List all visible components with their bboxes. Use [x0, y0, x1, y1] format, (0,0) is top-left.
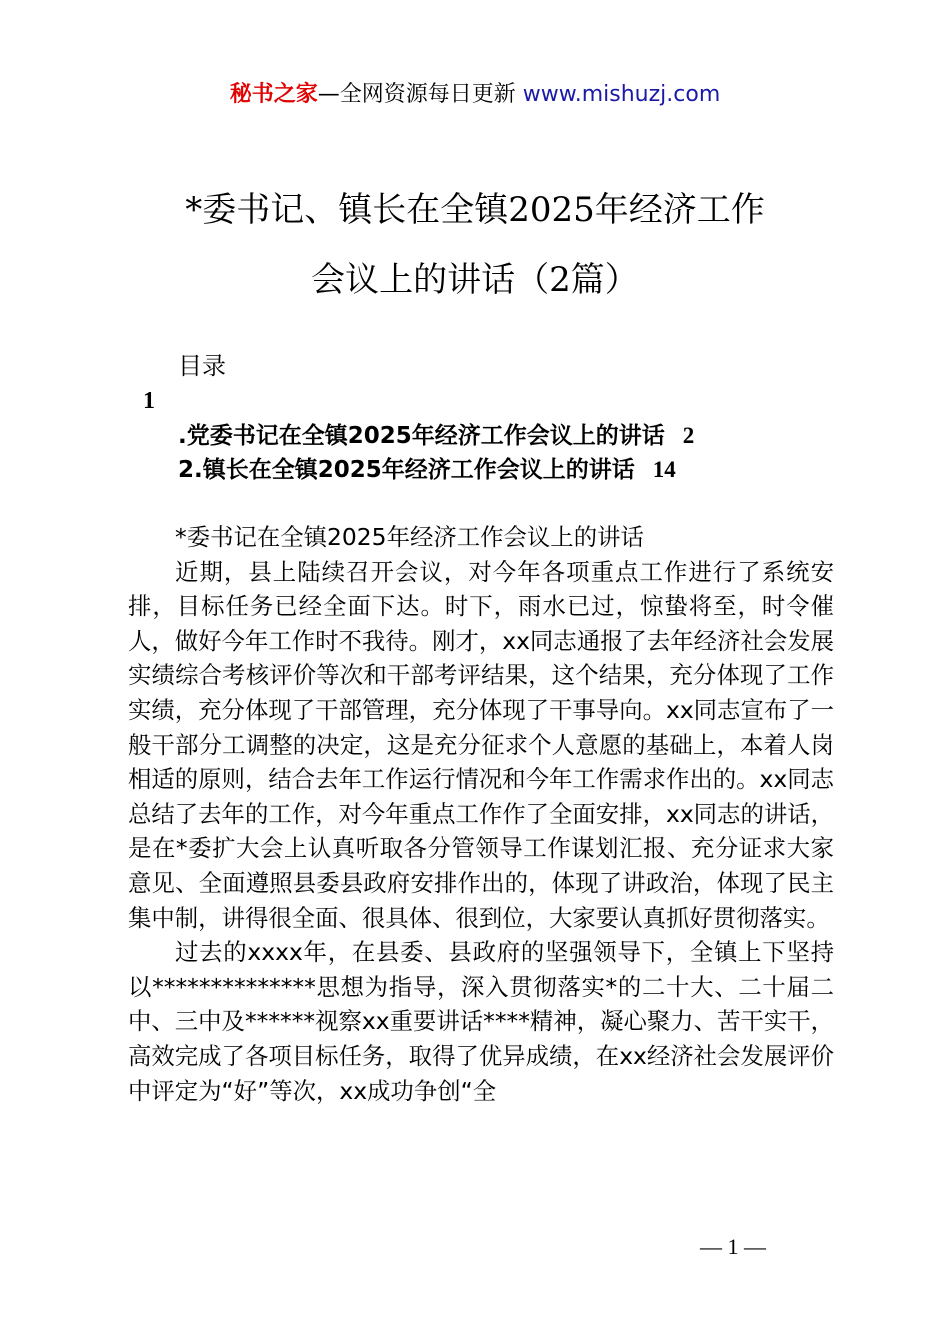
article-paragraph: 过去的xxxx年，在县委、县政府的坚强领导下，全镇上下坚持以**************思想为指导，深入贯彻落实*的二十大、二十届二中、三中及******视察xx重要讲话****精神，凝心聚力、苦干实干，高效完成了各项目标任务，取得了优异成绩，在xx经济社会发展评价中评定为“好”等次，xx成功争创“全 [128, 938, 835, 1105]
article-heading: *委书记在全镇2025年经济工作会议上的讲话 [175, 523, 644, 551]
site-banner [0, 78, 950, 112]
toc-item-page: 2 [682, 423, 695, 448]
document-title-line-2: 会议上的讲话（2篇） [311, 260, 639, 300]
toc-item-page: 14 [652, 457, 676, 482]
toc-item-label: 2.镇长在全镇2025年经济工作会议上的讲话 [178, 457, 635, 483]
toc-item-1[interactable] [178, 419, 694, 453]
site-name: 秘书之家 [229, 82, 318, 107]
site-tagline: —全网资源每日更新 [317, 82, 516, 107]
toc-heading: 目录 [178, 352, 226, 380]
page-number: — 1 — [700, 1234, 766, 1259]
toc-item-2[interactable] [178, 453, 676, 487]
article-paragraph: 近期，县上陆续召开会议，对今年各项重点工作进行了系统安排，目标任务已经全面下达。时下，雨水已过，惊蛰将至，时令催人，做好今年工作时不我待。刚才，xx同志通报了去年经济社会发展实绩综合考核评价等次和干部考评结果，这个结果，充分体现了工作实绩，充分体现了干部管理，充分体现了干事导向。xx同志宣布了一般干部分工调整的决定，这是充分征求个人意愿的基础上，本着人岗相适的原则，结合去年工作运行情况和今年工作需求作出的。xx同志总结了去年的工作，对今年重点工作作了全面安排，xx同志的讲话，是在*委扩大会上认真听取各分管领导工作谋划汇报、充分证求大家意见、全面遵照县委县政府安排作出的，体现了讲政治，体现了民主集中制，讲得很全面、很具体、很到位，大家要认真抓好贯彻落实。 [128, 557, 835, 932]
document-title-line-1: *委书记、镇长在全镇2025年经济工作 [185, 190, 765, 230]
toc-number-prefix: 1 [143, 388, 155, 414]
site-url-link[interactable]: www.mishuzj.com [522, 82, 721, 107]
article-body [128, 520, 834, 1108]
toc-item-label: .党委书记在全镇2025年经济工作会议上的讲话 [178, 423, 665, 449]
